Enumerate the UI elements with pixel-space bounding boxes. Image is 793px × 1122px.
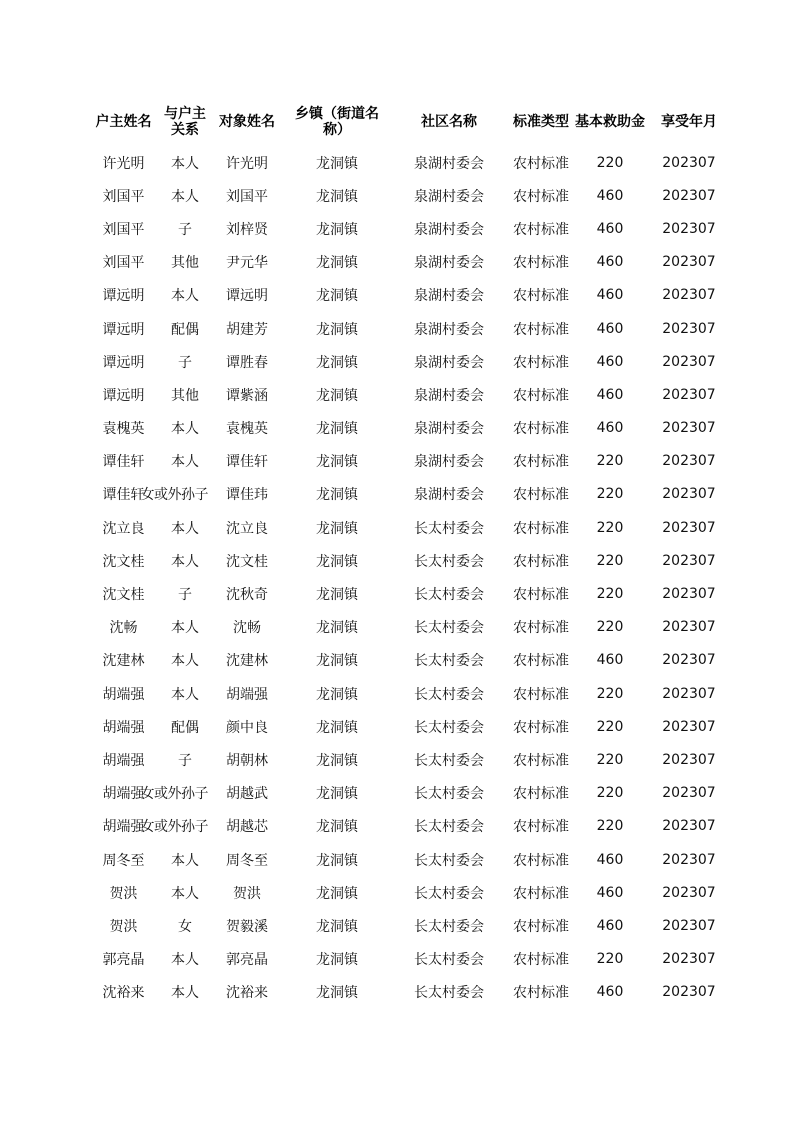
cell-relation: 本人 [171,155,199,172]
cell-basic-aid: 220 [596,154,624,171]
table-row [85,179,730,212]
cell-recipient: 刘国平 [226,188,268,205]
table-row [85,279,730,312]
cell-standard-type: 农村标准 [513,819,569,836]
table-row [85,710,730,743]
cell-householder: 周冬至 [102,852,145,869]
cell-standard-type: 农村标准 [513,719,569,736]
cell-householder: 袁槐英 [102,421,145,438]
cell-community: 长太村委会 [414,752,484,769]
cell-township: 龙洞镇 [316,255,358,272]
cell-recipient: 谭佳玮 [226,487,268,504]
cell-basic-aid: 220 [596,685,624,702]
header-relation: 与户主关系 [164,106,206,138]
cell-householder: 郭亮晶 [102,952,145,969]
cell-relation: 其他 [171,387,199,404]
cell-relation: 子 [178,752,192,769]
table-row [85,445,730,478]
cell-basic-aid: 460 [596,220,624,237]
cell-community: 泉湖村委会 [414,354,484,371]
cell-standard-type: 农村标准 [513,221,569,238]
cell-recipient: 沈建林 [226,653,268,670]
cell-township: 龙洞镇 [316,587,358,604]
cell-basic-aid: 220 [596,718,624,735]
cell-community: 长太村委会 [414,553,484,570]
cell-basic-aid: 220 [596,486,624,503]
cell-basic-aid: 460 [596,287,624,304]
cell-standard-type: 农村标准 [513,155,569,172]
cell-basic-aid: 220 [596,552,624,569]
cell-recipient: 郭亮晶 [226,952,268,969]
table-row [85,843,730,876]
cell-householder: 沈畅 [109,620,138,637]
cell-householder: 谭远明 [102,387,145,404]
cell-householder: 刘国平 [102,221,145,238]
cell-standard-type: 农村标准 [513,387,569,404]
cell-community: 长太村委会 [414,520,484,537]
cell-recipient: 胡越芯 [226,819,268,836]
table-row [85,976,730,1009]
cell-relation: 本人 [171,620,199,637]
cell-community: 长太村委会 [414,985,484,1002]
cell-community: 泉湖村委会 [414,255,484,272]
cell-township: 龙洞镇 [316,719,358,736]
cell-basic-aid: 220 [596,951,624,968]
cell-township: 龙洞镇 [316,653,358,670]
cell-period: 202307 [662,619,716,636]
relation-text: 女或外孙子 [140,819,208,836]
cell-householder: 胡端强 [102,819,145,836]
table-row [85,511,730,544]
cell-relation: 配偶 [171,719,199,736]
cell-township: 龙洞镇 [316,985,358,1002]
cell-community: 长太村委会 [414,719,484,736]
cell-basic-aid: 460 [596,420,624,437]
cell-community: 长太村委会 [414,786,484,803]
cell-community: 泉湖村委会 [414,188,484,205]
cell-householder: 谭佳轩 [102,487,145,504]
cell-recipient: 胡端强 [226,686,268,703]
cell-basic-aid: 220 [596,785,624,802]
cell-relation: 本人 [171,288,199,305]
cell-relation: 其他 [171,255,199,272]
cell-recipient: 谭胜春 [226,354,268,371]
cell-township: 龙洞镇 [316,421,358,438]
cell-standard-type: 农村标准 [513,188,569,205]
cell-township: 龙洞镇 [316,321,358,338]
cell-recipient: 谭佳轩 [226,454,268,471]
cell-township: 龙洞镇 [316,786,358,803]
cell-relation: 女 [178,918,192,935]
cell-householder: 谭远明 [102,288,145,305]
cell-community: 长太村委会 [414,587,484,604]
cell-basic-aid: 220 [596,751,624,768]
cell-period: 202307 [662,220,716,237]
cell-householder: 胡端强 [102,719,145,736]
table-row [85,876,730,909]
table-row [85,810,730,843]
cell-recipient: 胡朝林 [226,752,268,769]
cell-township: 龙洞镇 [316,354,358,371]
cell-period: 202307 [662,154,716,171]
cell-standard-type: 农村标准 [513,487,569,504]
cell-basic-aid: 220 [596,453,624,470]
cell-community: 泉湖村委会 [414,387,484,404]
cell-township: 龙洞镇 [316,885,358,902]
cell-period: 202307 [662,718,716,735]
cell-relation: 本人 [171,653,199,670]
table-row [85,478,730,511]
cell-recipient: 许光明 [226,155,268,172]
cell-township: 龙洞镇 [316,454,358,471]
cell-period: 202307 [662,353,716,370]
cell-township: 龙洞镇 [316,387,358,404]
cell-community: 泉湖村委会 [414,321,484,338]
cell-relation: 本人 [171,952,199,969]
cell-community: 泉湖村委会 [414,454,484,471]
cell-community: 泉湖村委会 [414,487,484,504]
cell-relation: 本人 [171,421,199,438]
table-row [85,345,730,378]
cell-township: 龙洞镇 [316,553,358,570]
cell-basic-aid: 220 [596,586,624,603]
cell-householder: 谭远明 [102,321,145,338]
cell-community: 泉湖村委会 [414,288,484,305]
cell-standard-type: 农村标准 [513,952,569,969]
table-row [85,544,730,577]
cell-householder: 许光明 [102,155,145,172]
cell-recipient: 沈立良 [226,520,268,537]
cell-relation: 本人 [171,188,199,205]
cell-basic-aid: 460 [596,917,624,934]
cell-recipient: 胡建芳 [226,321,268,338]
cell-relation: 本人 [171,885,199,902]
cell-householder: 胡端强 [102,752,145,769]
cell-householder: 沈文桂 [102,553,145,570]
cell-period: 202307 [662,586,716,603]
header-row [85,98,730,146]
cell-recipient: 贺洪 [233,885,261,902]
cell-period: 202307 [662,420,716,437]
cell-relation [140,478,208,511]
cell-basic-aid: 220 [596,818,624,835]
cell-period: 202307 [662,486,716,503]
cell-community: 泉湖村委会 [414,421,484,438]
cell-relation: 本人 [171,553,199,570]
cell-relation [140,777,208,810]
cell-township: 龙洞镇 [316,620,358,637]
relation-text: 女或外孙子 [140,786,208,803]
cell-period: 202307 [662,386,716,403]
cell-community: 泉湖村委会 [414,221,484,238]
table-row [85,611,730,644]
cell-recipient: 袁槐英 [226,421,268,438]
cell-recipient: 周冬至 [226,852,268,869]
header-householder: 户主姓名 [95,114,152,130]
cell-standard-type: 农村标准 [513,852,569,869]
table-row [85,312,730,345]
cell-householder: 刘国平 [102,255,145,272]
cell-householder: 胡端强 [102,786,145,803]
cell-community: 长太村委会 [414,952,484,969]
cell-period: 202307 [662,785,716,802]
cell-householder: 刘国平 [102,188,145,205]
cell-period: 202307 [662,652,716,669]
cell-recipient: 刘梓贤 [226,221,268,238]
cell-relation: 子 [178,354,192,371]
cell-period: 202307 [662,884,716,901]
cell-recipient: 沈畅 [233,620,261,637]
cell-basic-aid: 460 [596,884,624,901]
cell-period: 202307 [662,254,716,271]
cell-basic-aid: 460 [596,254,624,271]
table-row [85,246,730,279]
cell-basic-aid: 460 [596,187,624,204]
cell-standard-type: 农村标准 [513,321,569,338]
cell-relation: 本人 [171,985,199,1002]
cell-standard-type: 农村标准 [513,918,569,935]
cell-relation: 配偶 [171,321,199,338]
cell-township: 龙洞镇 [316,155,358,172]
cell-basic-aid: 460 [596,984,624,1001]
cell-standard-type: 农村标准 [513,786,569,803]
cell-recipient: 胡越武 [226,786,268,803]
cell-period: 202307 [662,917,716,934]
cell-period: 202307 [662,951,716,968]
cell-householder: 谭佳轩 [102,454,145,471]
header-standard-type: 标准类型 [513,114,569,130]
header-basic-aid: 基本救助金 [575,114,645,130]
cell-community: 长太村委会 [414,653,484,670]
cell-basic-aid: 220 [596,519,624,536]
cell-period: 202307 [662,519,716,536]
cell-recipient: 颜中良 [226,719,268,736]
cell-standard-type: 农村标准 [513,620,569,637]
cell-standard-type: 农村标准 [513,255,569,272]
cell-recipient: 沈裕来 [226,985,268,1002]
cell-standard-type: 农村标准 [513,421,569,438]
cell-community: 长太村委会 [414,686,484,703]
table-row [85,909,730,942]
cell-township: 龙洞镇 [316,852,358,869]
cell-relation: 子 [178,221,192,238]
table-row [85,146,730,179]
cell-householder: 沈文桂 [102,587,145,604]
cell-standard-type: 农村标准 [513,354,569,371]
cell-recipient: 贺毅溪 [226,918,268,935]
cell-recipient: 尹元华 [226,255,268,272]
cell-period: 202307 [662,320,716,337]
cell-township: 龙洞镇 [316,686,358,703]
cell-standard-type: 农村标准 [513,752,569,769]
cell-township: 龙洞镇 [316,819,358,836]
header-recipient: 对象姓名 [219,114,275,130]
cell-householder: 贺洪 [109,918,138,935]
cell-community: 长太村委会 [414,819,484,836]
cell-township: 龙洞镇 [316,918,358,935]
cell-period: 202307 [662,453,716,470]
cell-standard-type: 农村标准 [513,686,569,703]
cell-recipient: 谭远明 [226,288,268,305]
table-row [85,943,730,976]
cell-standard-type: 农村标准 [513,985,569,1002]
cell-relation: 本人 [171,520,199,537]
cell-township: 龙洞镇 [316,952,358,969]
cell-householder: 沈建林 [102,653,145,670]
cell-standard-type: 农村标准 [513,587,569,604]
cell-householder: 沈立良 [102,520,145,537]
cell-basic-aid: 460 [596,652,624,669]
cell-recipient: 谭紫涵 [226,387,268,404]
cell-period: 202307 [662,751,716,768]
cell-township: 龙洞镇 [316,288,358,305]
cell-householder: 谭远明 [102,354,145,371]
cell-basic-aid: 460 [596,320,624,337]
cell-township: 龙洞镇 [316,188,358,205]
cell-period: 202307 [662,818,716,835]
cell-period: 202307 [662,851,716,868]
cell-township: 龙洞镇 [316,752,358,769]
table-row [85,777,730,810]
header-township: 乡镇（街道名称） [295,106,379,138]
cell-relation: 本人 [171,454,199,471]
cell-householder: 胡端强 [102,686,145,703]
table-row [85,644,730,677]
cell-standard-type: 农村标准 [513,885,569,902]
cell-period: 202307 [662,552,716,569]
table-row [85,412,730,445]
cell-basic-aid: 460 [596,353,624,370]
cell-standard-type: 农村标准 [513,520,569,537]
header-period: 享受年月 [661,114,717,130]
relation-text: 女或外孙子 [140,487,208,504]
cell-community: 长太村委会 [414,918,484,935]
cell-relation [140,810,208,843]
cell-standard-type: 农村标准 [513,454,569,471]
table-row [85,212,730,245]
cell-standard-type: 农村标准 [513,553,569,570]
table-body [85,146,730,1009]
cell-period: 202307 [662,187,716,204]
cell-recipient: 沈秋奇 [226,587,268,604]
cell-recipient: 沈文桂 [226,553,268,570]
table-row [85,577,730,610]
cell-standard-type: 农村标准 [513,653,569,670]
cell-community: 长太村委会 [414,885,484,902]
cell-relation: 本人 [171,852,199,869]
cell-basic-aid: 220 [596,619,624,636]
cell-township: 龙洞镇 [316,221,358,238]
cell-basic-aid: 460 [596,851,624,868]
cell-relation: 本人 [171,686,199,703]
cell-householder: 贺洪 [109,885,138,902]
assistance-table [85,98,730,1009]
table-row [85,378,730,411]
cell-relation: 子 [178,587,192,604]
cell-period: 202307 [662,685,716,702]
cell-period: 202307 [662,287,716,304]
cell-standard-type: 农村标准 [513,288,569,305]
cell-community: 长太村委会 [414,620,484,637]
cell-community: 泉湖村委会 [414,155,484,172]
table-row [85,677,730,710]
header-community: 社区名称 [421,114,477,130]
cell-community: 长太村委会 [414,852,484,869]
cell-township: 龙洞镇 [316,520,358,537]
cell-period: 202307 [662,984,716,1001]
cell-township: 龙洞镇 [316,487,358,504]
cell-basic-aid: 460 [596,386,624,403]
table-row [85,743,730,776]
cell-householder: 沈裕来 [102,985,145,1002]
